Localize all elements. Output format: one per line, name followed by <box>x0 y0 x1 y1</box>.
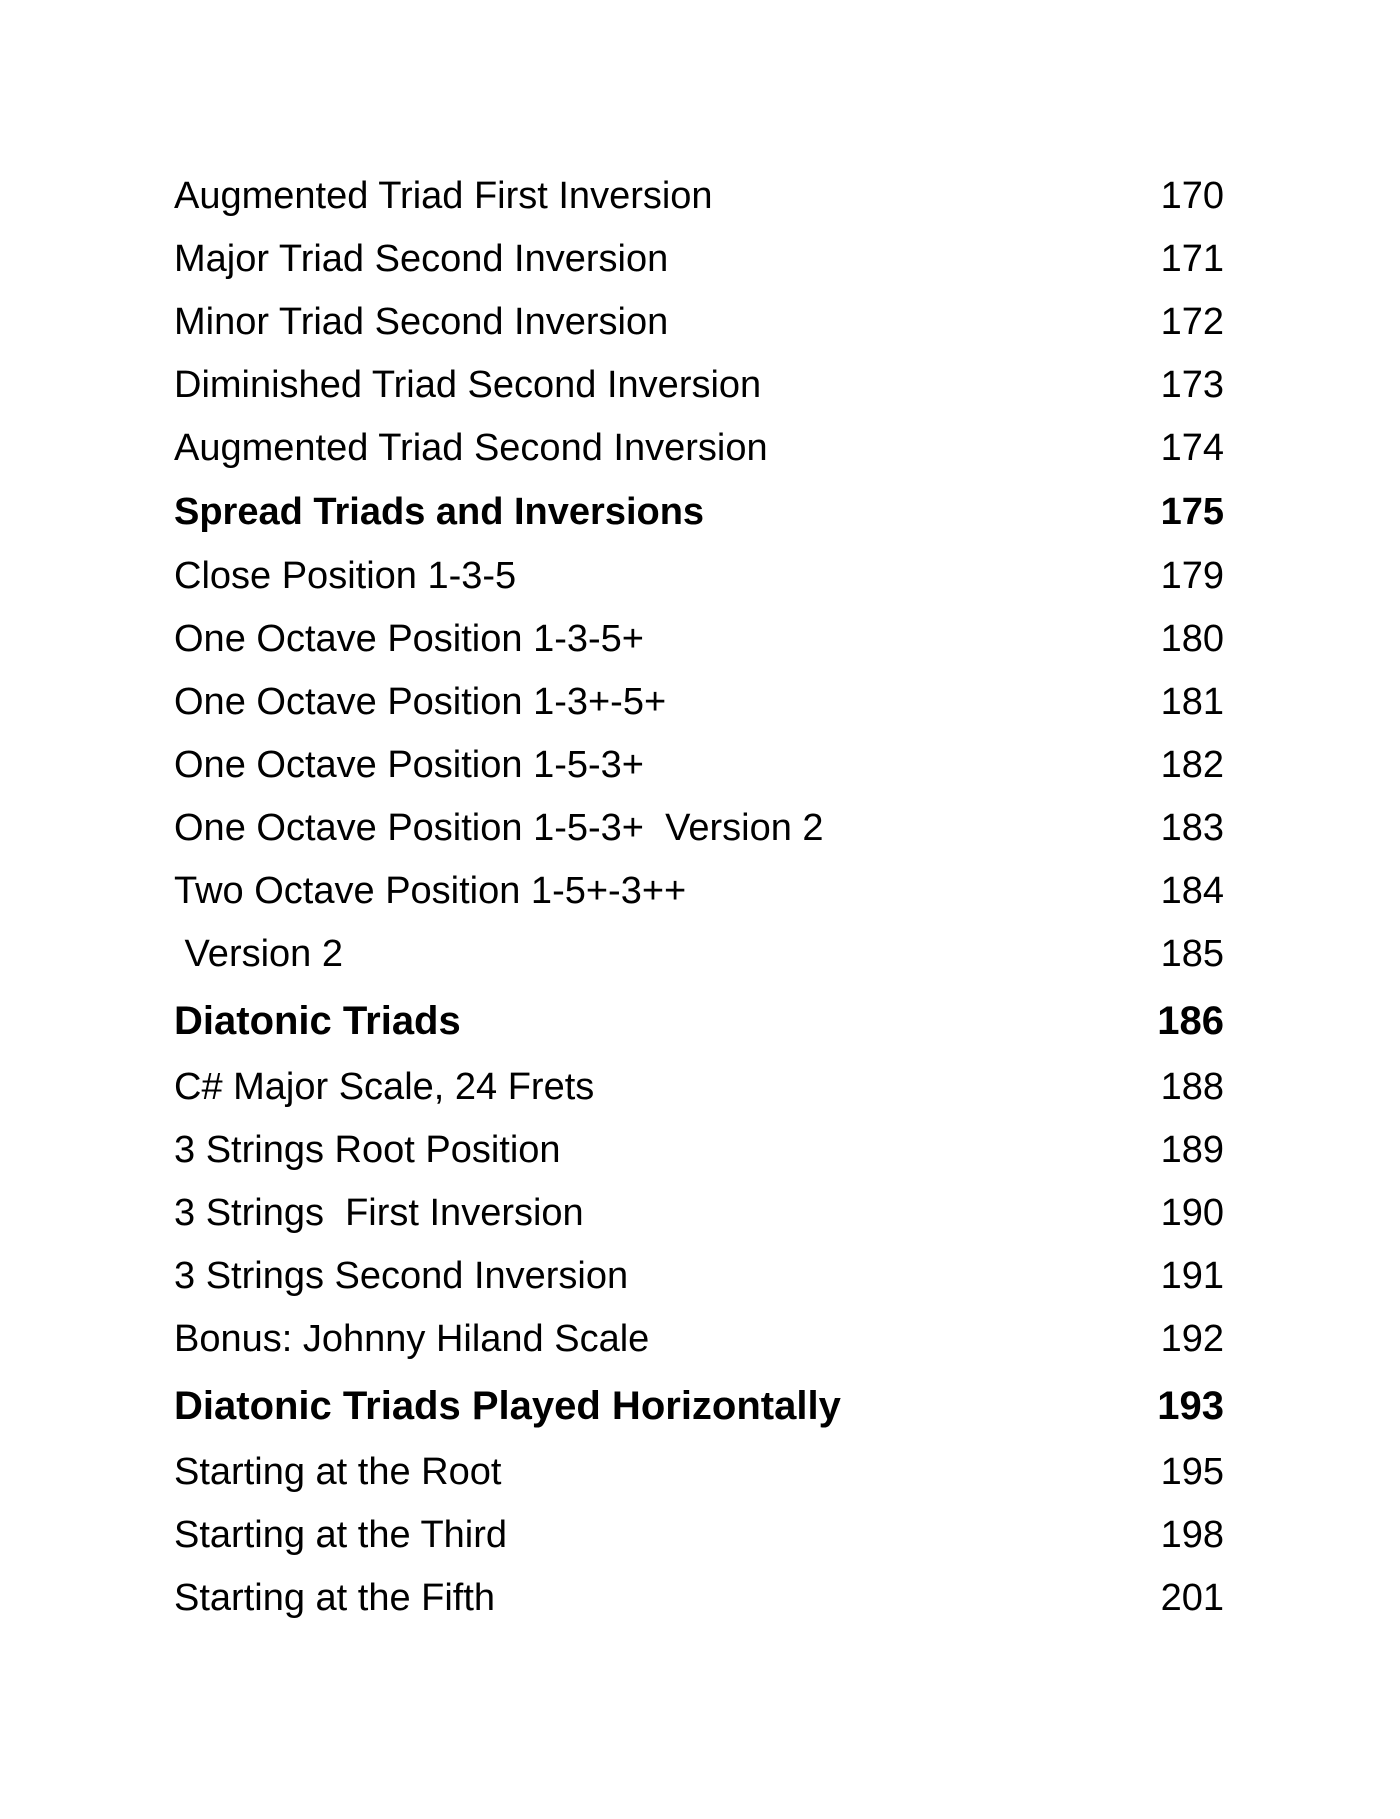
toc-section-title: Spread Triads and Inversions <box>174 491 705 533</box>
toc-entry-page: 174 <box>1160 427 1224 469</box>
toc-entry[interactable] <box>174 608 1224 671</box>
toc-section-page: 193 <box>1157 1384 1224 1428</box>
toc-entry-title: Major Triad Second Inversion <box>174 238 669 280</box>
toc-entry[interactable] <box>174 923 1224 986</box>
toc-entry-title: Augmented Triad First Inversion <box>174 175 713 217</box>
toc-entry-title: Augmented Triad Second Inversion <box>174 427 768 469</box>
toc-section-heading[interactable] <box>174 480 1224 545</box>
toc-entry[interactable] <box>174 1504 1224 1567</box>
toc-entry-page: 185 <box>1160 933 1224 975</box>
toc-entry-title: One Octave Position 1-3-5+ <box>174 618 644 660</box>
toc-entry-title: Close Position 1-3-5 <box>174 555 517 597</box>
toc-entry-page: 181 <box>1160 681 1224 723</box>
toc-entry[interactable] <box>174 1245 1224 1308</box>
toc-entry[interactable] <box>174 1182 1224 1245</box>
toc-entry-title: Starting at the Third <box>174 1514 508 1556</box>
toc-entry[interactable] <box>174 671 1224 734</box>
toc-entry[interactable] <box>174 1567 1224 1630</box>
toc-entry[interactable] <box>174 417 1224 480</box>
toc-entry-page: 170 <box>1160 175 1224 217</box>
toc-entry-page: 189 <box>1160 1129 1224 1171</box>
toc-entry-page: 173 <box>1160 364 1224 406</box>
toc-entry[interactable] <box>174 228 1224 291</box>
toc-section-page: 186 <box>1157 999 1224 1043</box>
toc-entry-page: 188 <box>1160 1066 1224 1108</box>
toc-entry-title: Bonus: Johnny Hiland Scale <box>174 1318 650 1360</box>
toc-section-title: Diatonic Triads <box>174 999 461 1043</box>
toc-entry-title: 3 Strings Second Inversion <box>174 1255 629 1297</box>
toc-entry-page: 190 <box>1160 1192 1224 1234</box>
toc-entry[interactable] <box>174 354 1224 417</box>
toc-entry-title: Starting at the Root <box>174 1451 502 1493</box>
toc-entry-title: One Octave Position 1-5-3+ <box>174 744 644 786</box>
toc-entry-page: 179 <box>1160 555 1224 597</box>
toc-entry-title: Minor Triad Second Inversion <box>174 301 669 343</box>
toc-entry[interactable] <box>174 734 1224 797</box>
toc-entry-title: Version 2 <box>174 933 343 975</box>
toc-entry-page: 183 <box>1160 807 1224 849</box>
toc-entry-page: 192 <box>1160 1318 1224 1360</box>
toc-entry-page: 182 <box>1160 744 1224 786</box>
toc-entry[interactable] <box>174 797 1224 860</box>
toc-entry-title: One Octave Position 1-5-3+ Version 2 <box>174 807 824 849</box>
toc-entry-title: Starting at the Fifth <box>174 1577 496 1619</box>
toc-section-title: Diatonic Triads Played Horizontally <box>174 1384 841 1428</box>
toc-entry-title: 3 Strings First Inversion <box>174 1192 584 1234</box>
table-of-contents <box>174 165 1224 1630</box>
toc-entry[interactable] <box>174 291 1224 354</box>
toc-entry-title: Two Octave Position 1-5+-3++ <box>174 870 687 912</box>
toc-entry-page: 180 <box>1160 618 1224 660</box>
toc-entry[interactable] <box>174 545 1224 608</box>
toc-entry[interactable] <box>174 1056 1224 1119</box>
toc-section-heading[interactable] <box>174 986 1224 1056</box>
toc-entry-title: 3 Strings Root Position <box>174 1129 561 1171</box>
toc-entry-page: 201 <box>1160 1577 1224 1619</box>
toc-entry[interactable] <box>174 1308 1224 1371</box>
toc-entry-page: 195 <box>1160 1451 1224 1493</box>
toc-entry-title: Diminished Triad Second Inversion <box>174 364 762 406</box>
toc-entry-page: 184 <box>1160 870 1224 912</box>
toc-entry[interactable] <box>174 1119 1224 1182</box>
toc-entry[interactable] <box>174 1441 1224 1504</box>
toc-section-page: 175 <box>1160 491 1224 533</box>
toc-entry-page: 198 <box>1160 1514 1224 1556</box>
toc-entry[interactable] <box>174 165 1224 228</box>
toc-entry-page: 191 <box>1160 1255 1224 1297</box>
toc-section-heading[interactable] <box>174 1371 1224 1441</box>
toc-entry[interactable] <box>174 860 1224 923</box>
toc-entry-title: One Octave Position 1-3+-5+ <box>174 681 667 723</box>
toc-entry-page: 171 <box>1160 238 1224 280</box>
toc-entry-page: 172 <box>1160 301 1224 343</box>
toc-entry-title: C# Major Scale, 24 Frets <box>174 1066 595 1108</box>
